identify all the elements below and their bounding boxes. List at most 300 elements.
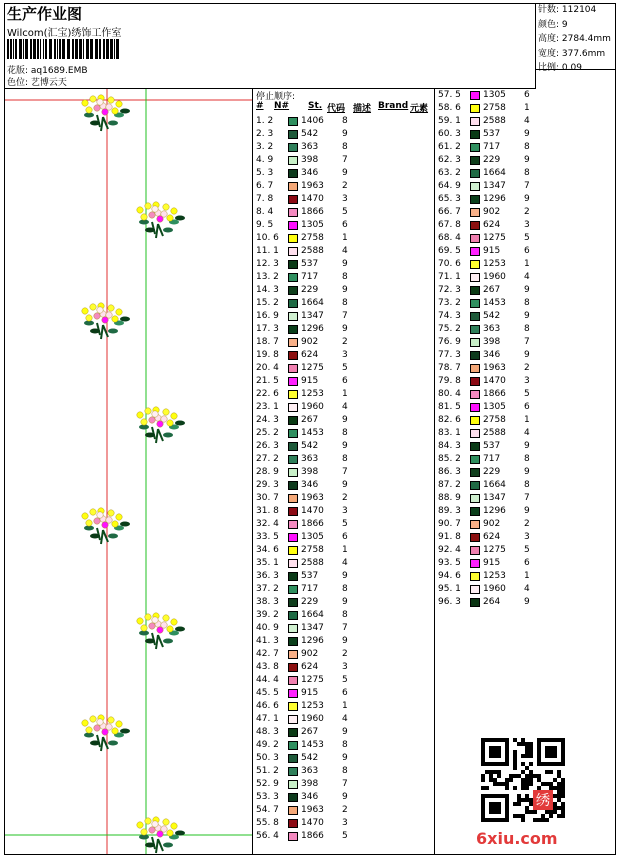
stop-number: 69. 5 [438,246,461,256]
thread-code: 1866 [301,831,324,841]
stop-row [436,297,616,310]
stop-row [254,414,434,427]
thread-code: 363 [301,766,319,776]
stats-panel [536,3,616,73]
stop-number: 59. 1 [438,116,461,126]
stop-row [254,531,434,544]
stitch-type: 5 [342,207,348,217]
stitch-type: 9 [524,285,530,295]
thread-code: 1960 [301,714,324,724]
stop-row [254,765,434,778]
thread-code: 902 [301,337,319,347]
stop-number: 55. 8 [256,818,279,828]
thread-code: 1296 [301,324,324,334]
stop-row [436,427,616,440]
stop-number: 72. 3 [438,285,461,295]
stop-number: 27. 2 [256,454,279,464]
stop-number: 90. 7 [438,519,461,529]
stop-number: 50. 3 [256,753,279,763]
stop-number: 10. 6 [256,233,279,243]
color-swatch [470,182,480,191]
stop-number: 12. 3 [256,259,279,269]
header-num: # [256,101,264,111]
stitch-type: 9 [524,597,530,607]
stitch-type: 4 [342,714,348,724]
color-swatch [288,572,298,581]
stop-row [436,453,616,466]
stop-row [254,297,434,310]
stop-number: 52. 9 [256,779,279,789]
stop-number: 26. 3 [256,441,279,451]
color-swatch [288,390,298,399]
stitch-type: 8 [342,272,348,282]
stitch-type: 6 [342,220,348,230]
stop-row [436,193,616,206]
stitch-type: 8 [342,584,348,594]
stitch-type: 8 [342,298,348,308]
stop-number: 21. 5 [256,376,279,386]
thread-code: 1296 [301,636,324,646]
thread-code: 717 [483,454,501,464]
color-swatch [288,741,298,750]
stitch-type: 5 [342,519,348,529]
color-swatch [288,585,298,594]
flower-motif [137,202,185,238]
stitch-type: 9 [524,506,530,516]
thread-code: 1963 [483,363,506,373]
color-swatch [288,663,298,672]
color-swatch [288,312,298,321]
color-swatch [470,585,480,594]
stitch-type: 9 [342,324,348,334]
stop-row [254,453,434,466]
thread-code: 542 [301,753,319,763]
stop-number: 13. 2 [256,272,279,282]
stop-number: 62. 3 [438,155,461,165]
stitch-type: 9 [524,129,530,139]
stop-number: 20. 4 [256,363,279,373]
stop-row [254,635,434,648]
thread-code: 1453 [301,740,324,750]
color-swatch [470,572,480,581]
stop-row [254,739,434,752]
color-swatch [288,767,298,776]
stop-row [436,596,616,609]
thread-code: 1305 [483,90,506,100]
color-swatch [288,676,298,685]
thread-code: 624 [483,220,501,230]
color-swatch [288,650,298,659]
stitch-type: 8 [342,454,348,464]
thread-code: 537 [483,441,501,451]
stop-row [436,570,616,583]
color-swatch [288,637,298,646]
color-swatch [470,351,480,360]
stop-row [254,375,434,388]
thread-code: 1470 [301,506,324,516]
color-swatch [288,351,298,360]
stop-number: 86. 3 [438,467,461,477]
header-brand: Brand [378,101,409,111]
color-swatch [288,286,298,295]
color-swatch [288,455,298,464]
thread-code: 1275 [483,233,506,243]
stitch-type: 1 [524,103,530,113]
stop-number: 35. 1 [256,558,279,568]
stitch-type: 4 [524,272,530,282]
color-swatch [288,611,298,620]
stitch-type: 2 [342,805,348,815]
stop-number: 53. 3 [256,792,279,802]
color-swatch [470,429,480,438]
color-swatch [288,182,298,191]
stop-number: 68. 4 [438,233,461,243]
design-width: 宽度: 377.6mm [538,48,606,59]
color-swatch [288,416,298,425]
thread-code: 1275 [483,545,506,555]
stitch-type: 8 [524,324,530,334]
thread-code: 537 [301,259,319,269]
flower-motif [82,715,130,751]
thread-code: 902 [301,649,319,659]
stitch-type: 6 [524,402,530,412]
stop-number: 71. 1 [438,272,461,282]
color-swatch [470,507,480,516]
stop-number: 92. 4 [438,545,461,555]
stop-row [436,557,616,570]
color-swatch [288,195,298,204]
color-swatch [288,702,298,711]
stop-number: 51. 2 [256,766,279,776]
stop-number: 49. 2 [256,740,279,750]
thread-code: 1406 [301,116,324,126]
watermark: 6xiu.com [476,829,558,848]
thread-code: 1960 [483,272,506,282]
stitch-type: 3 [342,194,348,204]
stitch-type: 2 [524,519,530,529]
company-name: Wilcom(汇宝)绣饰工作室 [7,28,122,39]
color-swatch [288,247,298,256]
color-swatch [288,559,298,568]
thread-code: 1664 [483,168,506,178]
stitch-type: 9 [342,415,348,425]
header-desc: 描述 [353,104,372,114]
thread-code: 624 [483,532,501,542]
stitch-type: 9 [524,350,530,360]
stitch-type: 9 [524,467,530,477]
stop-number: 36. 3 [256,571,279,581]
stitch-type: 2 [524,363,530,373]
stop-row [254,583,434,596]
flower-motif [82,508,130,544]
stop-row [436,245,616,258]
thread-code: 363 [301,142,319,152]
stop-number: 22. 6 [256,389,279,399]
color-swatch [470,325,480,334]
stop-row [436,466,616,479]
stitch-type: 2 [524,207,530,217]
design-canvas [5,89,253,854]
thread-code: 1470 [483,376,506,386]
header-needle: N# [274,101,290,111]
thread-code: 267 [301,415,319,425]
color-swatch [470,364,480,373]
stop-number: 28. 9 [256,467,279,477]
stop-row [254,232,434,245]
thread-code: 1347 [301,623,324,633]
stop-row [254,544,434,557]
color-swatch [288,468,298,477]
stop-number: 56. 4 [256,831,279,841]
thread-code: 1305 [483,402,506,412]
thread-code: 1275 [301,675,324,685]
stop-number: 6. 7 [256,181,274,191]
stitch-type: 8 [524,142,530,152]
color-swatch [470,195,480,204]
stop-row [436,492,616,505]
stop-number: 1. 2 [256,116,274,126]
thread-code: 537 [301,571,319,581]
color-swatch [288,143,298,152]
color-swatch [288,299,298,308]
stop-number: 58. 6 [438,103,461,113]
stop-row [254,336,434,349]
color-swatch [288,325,298,334]
stop-number: 84. 3 [438,441,461,451]
header-elem: 元素 [410,104,429,114]
color-swatch [288,546,298,555]
stop-row [254,804,434,817]
stop-sequence-title: 停止顺序: [256,92,296,102]
color-swatch [470,377,480,386]
color-swatch [470,299,480,308]
stitch-type: 7 [524,337,530,347]
thread-code: 2588 [483,428,506,438]
stop-row [254,752,434,765]
stop-number: 63. 2 [438,168,461,178]
thread-code: 1305 [301,532,324,542]
thread-code: 2588 [301,246,324,256]
stop-row [254,323,434,336]
scale: 比例: 0.09 [538,63,582,73]
thread-code: 2588 [301,558,324,568]
color-swatch [288,481,298,490]
stop-row [254,167,434,180]
color-swatch [288,780,298,789]
stop-number: 88. 9 [438,493,461,503]
thread-code: 542 [301,441,319,451]
stop-number: 38. 3 [256,597,279,607]
stop-number: 17. 3 [256,324,279,334]
stop-row [436,180,616,193]
thread-code: 1866 [483,389,506,399]
stitch-type: 6 [342,532,348,542]
color-swatch [470,312,480,321]
stop-row [436,362,616,375]
stop-row [436,271,616,284]
stitch-type: 7 [342,155,348,165]
stop-number: 91. 8 [438,532,461,542]
stitch-type: 3 [524,376,530,386]
stop-row [436,258,616,271]
thread-code: 264 [483,597,501,607]
stitch-type: 6 [524,246,530,256]
color-swatch [470,455,480,464]
thread-code: 1275 [301,363,324,373]
stitch-type: 6 [342,688,348,698]
color-swatch [470,494,480,503]
stitch-type: 6 [524,90,530,100]
stop-sequence-column-1 [254,89,435,854]
header-code: 代码 [327,104,346,114]
stop-row [254,466,434,479]
stop-number: 24. 3 [256,415,279,425]
color-swatch [288,208,298,217]
stop-row [436,323,616,336]
stop-row [436,128,616,141]
thread-code: 902 [483,519,501,529]
stop-row [436,388,616,401]
stitch-type: 8 [524,454,530,464]
color-swatch [288,689,298,698]
thread-code: 624 [301,350,319,360]
stop-number: 37. 2 [256,584,279,594]
thread-code: 346 [483,350,501,360]
stop-number: 94. 6 [438,571,461,581]
stitch-type: 5 [342,363,348,373]
thread-code: 229 [301,285,319,295]
stop-number: 15. 2 [256,298,279,308]
stop-row [254,427,434,440]
stop-number: 64. 9 [438,181,461,191]
stitch-type: 8 [342,766,348,776]
thread-code: 1253 [301,701,324,711]
color-swatch [288,806,298,815]
thread-code: 1296 [483,506,506,516]
stitch-type: 9 [342,441,348,451]
stop-row [436,479,616,492]
flower-motif [137,407,185,443]
color-swatch [470,247,480,256]
color-swatch [470,546,480,555]
stop-row [436,219,616,232]
color-swatch [470,286,480,295]
stop-number: 76. 9 [438,337,461,347]
thread-code: 2588 [483,116,506,126]
design-preview [5,89,253,854]
thread-code: 1960 [483,584,506,594]
stop-row [436,414,616,427]
stitch-type: 9 [342,168,348,178]
stop-number: 61. 2 [438,142,461,152]
color-swatch [470,234,480,243]
stop-row [254,726,434,739]
stitch-type: 3 [342,506,348,516]
thread-code: 1253 [483,259,506,269]
stop-row [254,310,434,323]
stop-row [254,271,434,284]
barcode [7,39,119,59]
stop-number: 77. 3 [438,350,461,360]
stitch-type: 4 [342,558,348,568]
header-panel [4,3,536,89]
color-swatch [288,156,298,165]
stop-number: 75. 2 [438,324,461,334]
thread-code: 1866 [301,207,324,217]
stitch-type: 9 [524,311,530,321]
stop-row [254,362,434,375]
thread-code: 229 [301,597,319,607]
stamp-text: 绣 [535,793,551,810]
stop-row [254,817,434,830]
thread-code: 2758 [301,233,324,243]
stitch-type: 8 [342,428,348,438]
thread-code: 1866 [301,519,324,529]
thread-code: 398 [301,155,319,165]
flower-motif [137,817,185,853]
stop-row [254,713,434,726]
stop-row [254,388,434,401]
thread-code: 1963 [301,805,324,815]
stop-number: 82. 6 [438,415,461,425]
stop-number: 79. 8 [438,376,461,386]
stitch-type: 6 [524,558,530,568]
thread-code: 1296 [483,194,506,204]
stitch-type: 9 [342,129,348,139]
thread-code: 1305 [301,220,324,230]
stitch-type: 8 [524,480,530,490]
stop-row [254,778,434,791]
stitch-type: 2 [342,493,348,503]
stitch-type: 7 [342,467,348,477]
stop-number: 29. 3 [256,480,279,490]
stop-row [254,661,434,674]
thread-code: 915 [301,688,319,698]
stop-number: 39. 2 [256,610,279,620]
color-count: 颜色: 9 [538,19,568,30]
stitch-type: 1 [342,233,348,243]
stop-number: 18. 7 [256,337,279,347]
stitch-type: 8 [342,142,348,152]
stop-row [254,518,434,531]
color-swatch [288,520,298,529]
stop-row [254,570,434,583]
stop-number: 80. 4 [438,389,461,399]
color-swatch [470,520,480,529]
stop-number: 44. 4 [256,675,279,685]
stitch-type: 5 [524,389,530,399]
thread-code: 717 [301,272,319,282]
thread-code: 902 [483,207,501,217]
stop-number: 70. 6 [438,259,461,269]
stitch-type: 1 [524,415,530,425]
stop-row [254,128,434,141]
color-swatch [288,832,298,841]
stop-row [254,492,434,505]
stop-row [254,245,434,258]
color-swatch [288,533,298,542]
color-swatch [470,260,480,269]
thread-code: 717 [483,142,501,152]
color-swatch [470,221,480,230]
color-swatch [470,130,480,139]
stitch-type: 2 [342,337,348,347]
stitch-type: 1 [524,571,530,581]
stitch-type: 9 [342,597,348,607]
stitch-type: 3 [342,818,348,828]
stitch-type: 1 [342,545,348,555]
design-height: 高度: 2784.4mm [538,34,611,44]
